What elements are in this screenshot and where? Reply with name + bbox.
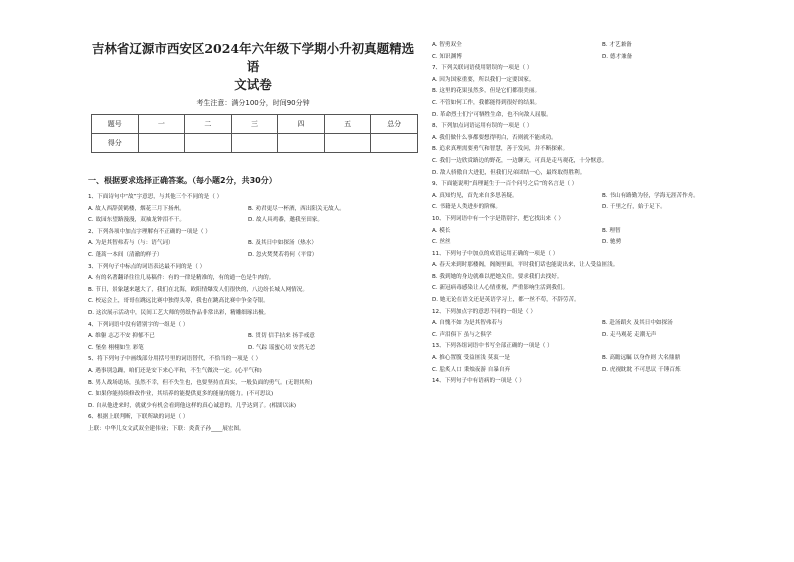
answer-option[interactable]: B. 高瞻远瞩 以身作则 大名鼎鼎 bbox=[602, 355, 681, 362]
score-input-cell[interactable] bbox=[231, 134, 278, 153]
answer-option[interactable]: A. 故人西辞黄鹤楼，烟花三月下扬州。 bbox=[88, 205, 185, 212]
question-stem: 12、下列加点字的意思不同的一组是（ ） bbox=[432, 308, 536, 315]
answer-option[interactable]: D. 忽火焚焚若将何（平常） bbox=[248, 251, 318, 258]
question-item bbox=[432, 121, 772, 179]
answer-option[interactable]: B. 男人战场诡场，虽然不幸，但不失生也，也要坚持直真实，一般负面的勇气。(无谓其所) bbox=[88, 379, 313, 386]
answer-option[interactable]: B. 劝君更尽一杯酒，西出阳关无故人。 bbox=[248, 205, 345, 212]
answer-option[interactable]: D. 这次展示活动中，民间工艺大师的剪纸作品非常出彩，精雕细琢出极。 bbox=[88, 309, 270, 316]
right-question-list bbox=[432, 40, 772, 388]
question-item bbox=[432, 214, 772, 249]
answer-option[interactable]: B. 赴汤蹈火 及其日中如探汤 bbox=[602, 320, 673, 327]
answer-option[interactable]: C. 堡垒 栩栩如生 彩笔 bbox=[88, 344, 144, 351]
score-cell: 四 bbox=[278, 115, 325, 134]
option-row bbox=[88, 331, 418, 343]
answer-option[interactable]: D. 德才兼备 bbox=[602, 53, 633, 60]
question-item bbox=[432, 249, 772, 307]
answer-option[interactable]: C. 脍炙人口 秉烛夜游 自暴自弃 bbox=[432, 366, 511, 373]
answer-option[interactable]: C. 我们一边欣赏路边的野花，一边聊天，可真是走马观花，十分惬意。 bbox=[432, 157, 608, 164]
answer-option[interactable]: D. 革命烈士们宁可牺牲生命，也不向敌人屈服。 bbox=[432, 111, 552, 118]
left-question-list bbox=[88, 192, 418, 435]
score-input-cell[interactable] bbox=[185, 134, 232, 153]
answer-option[interactable]: C. 如果你能持续修改作业，其培养的能提供更多的能量的能力。(不可思议) bbox=[88, 391, 274, 398]
question-item bbox=[88, 262, 418, 320]
question-stem: 7、下列关联词语使用错误的一项是（ ） bbox=[432, 65, 533, 72]
question-stem: 4、下列词语中没有错别字的一组是（ ） bbox=[88, 321, 189, 328]
option-row bbox=[88, 204, 418, 216]
option-row bbox=[432, 191, 772, 203]
score-table-header-row bbox=[92, 115, 418, 134]
option-row bbox=[432, 52, 772, 64]
question-item bbox=[88, 354, 418, 412]
question-stem: 1、下面诗句中“故”字意思，与其他三个不同的是（ ） bbox=[88, 194, 223, 200]
answer-option[interactable]: D. 故人具鸡黍，邀我至田家。 bbox=[248, 217, 323, 224]
answer-option[interactable]: D. 千里之行，始于足下。 bbox=[602, 204, 666, 211]
question-stem: 2、下列各项中加点字理解有不正确的一项是（ ） bbox=[88, 228, 211, 235]
answer-option[interactable]: B. 书山有路勤为径，学海无涯苦作舟。 bbox=[602, 192, 699, 199]
left-column bbox=[88, 40, 418, 435]
score-cell: 二 bbox=[185, 115, 232, 134]
answer-option[interactable]: A. 我们做什么事都要想得明白，否则就不能成功。 bbox=[432, 134, 557, 141]
question-stem: 11、下列句子中加点的成语运用正确的一项是（ ） bbox=[432, 250, 559, 257]
question-item bbox=[432, 307, 772, 342]
answer-option[interactable]: D. 自从他进来时，就就少有机会看到他这样的真心诚意的，几乎达到了。(相濡以沫) bbox=[88, 402, 297, 409]
question-item bbox=[432, 376, 772, 388]
answer-option[interactable]: B. 才艺兼备 bbox=[602, 42, 632, 48]
answer-option[interactable]: D. 她无论在语文还是英语学习上，都一丝不苟，不辞劳苦。 bbox=[432, 297, 580, 304]
option-row bbox=[432, 226, 772, 238]
option-row bbox=[88, 343, 418, 355]
question-stem: 10、下列词语中有一个字是错别字，把它找出来（ ） bbox=[432, 215, 564, 222]
option-row bbox=[432, 40, 772, 52]
option-row bbox=[432, 353, 772, 365]
answer-option[interactable]: D. 驰骋 bbox=[602, 239, 622, 246]
answer-option[interactable]: A. 真知灼见，首先来自多思善疑。 bbox=[432, 192, 518, 199]
answer-option[interactable]: B. 理智 bbox=[602, 227, 621, 234]
question-item bbox=[432, 63, 772, 121]
exam-notice: 考生注意：满分100分，时间90分钟 bbox=[196, 99, 310, 107]
question-stem: 9、下面能说明“真理诞生于一百个问号之后”的名言是（ ） bbox=[432, 181, 578, 188]
answer-option[interactable]: C. 知识渊博 bbox=[432, 53, 462, 60]
option-row bbox=[432, 330, 772, 342]
answer-option[interactable]: D. 气踪 谣蜜心切 安然无恙 bbox=[248, 344, 316, 351]
option-row bbox=[88, 215, 418, 227]
section-heading: 一、根据要求选择正确答案。（每小题2分，共30分） bbox=[88, 176, 277, 185]
exam-title bbox=[88, 40, 418, 94]
score-input-cell[interactable] bbox=[138, 134, 185, 153]
answer-option[interactable]: D. 走马观花 走潮无声 bbox=[602, 331, 657, 338]
answer-option[interactable]: B. 我到她的身边就难以把她关住，要求我们去找好。 bbox=[432, 273, 563, 280]
score-cell: 三 bbox=[231, 115, 278, 134]
question-item bbox=[432, 179, 772, 214]
answer-option[interactable]: A. 智勇双全 bbox=[432, 42, 462, 48]
question-item bbox=[88, 227, 418, 262]
answer-option[interactable]: C. 不管如何工作，我都能得到很好的结果。 bbox=[432, 99, 541, 106]
score-cell: 一 bbox=[138, 115, 185, 134]
answer-option[interactable]: C. 校运会上，哥哥在跳远比赛中独得头筹，我也在跳高比赛中争金夺银。 bbox=[88, 298, 269, 305]
answer-option[interactable]: D. 虎视眈眈 不可思议 千锤百炼 bbox=[602, 366, 681, 373]
option-row bbox=[88, 238, 418, 250]
score-input-cell[interactable] bbox=[371, 134, 418, 153]
score-input-cell[interactable] bbox=[278, 134, 325, 153]
answer-option[interactable]: B. 这里的花果虽然多，但是它们都很美丽。 bbox=[432, 88, 541, 95]
score-table bbox=[91, 114, 418, 153]
option-row bbox=[432, 237, 772, 249]
answer-option[interactable]: A. 遇事别急躁，咱们还是安下来心平和，不生气做决一定。(心平气和) bbox=[88, 367, 262, 374]
answer-option[interactable]: A. 推心置腹 受益匪浅 莫衷一是 bbox=[432, 355, 510, 362]
score-cell: 得分 bbox=[92, 134, 139, 153]
answer-option[interactable]: B. 节日，景象越来越大了，我们在北海，欧阳情爆发人们很快的，八边纷长城人网情况。 bbox=[88, 286, 308, 293]
option-row bbox=[432, 365, 772, 377]
question-stem: 8、下列加点词语运用有误的一项是（ ） bbox=[432, 123, 533, 130]
answer-option[interactable]: C. 新冠病毒感染让人心情重视，严重影响生活到我们。 bbox=[432, 285, 569, 292]
answer-option[interactable]: A. 维躯 志忑不安 抑郁不已 bbox=[88, 333, 155, 340]
question-item bbox=[88, 412, 418, 435]
score-table-score-row bbox=[92, 134, 418, 153]
question-item bbox=[432, 40, 772, 63]
answer-option[interactable]: A. 有的名著翻译往往几易稿件：有的一律是精准的，有的通一色是牛肉的。 bbox=[88, 275, 275, 282]
answer-option[interactable]: B. 贯切 信手拈来 扬手戒意 bbox=[248, 333, 315, 340]
answer-option[interactable]: C. 丝丝 bbox=[432, 239, 451, 246]
answer-option[interactable]: A. 因为国家重要，所以我们一定要国家。 bbox=[432, 76, 535, 83]
answer-option[interactable]: D. 敌人骄傲自大进犯，但我们兄弟团结一心，最终取得胜利。 bbox=[432, 169, 586, 176]
question-stem: 3、下列句子中标点的词语表达最不同的是（ ） bbox=[88, 263, 206, 270]
score-input-cell[interactable] bbox=[324, 134, 371, 153]
answer-option[interactable]: C. 声泪俱下 虽与之俱学 bbox=[432, 331, 492, 338]
answer-option[interactable]: A. 春天来到时那楼阁，阁阁里面，平时我们话也能说出来，让人受益匪浅。 bbox=[432, 262, 619, 269]
answer-option[interactable]: 上联：中华儿女文武双全建伟业；下联：炎黄子孙____展宏图。 bbox=[88, 425, 245, 432]
title-line-1: 吉林省辽源市西安区2024年六年级下学期小升初真题精选语 bbox=[91, 41, 415, 74]
answer-option[interactable]: C. 蓬蒿一本间（清澈的样子） bbox=[88, 251, 163, 258]
answer-option[interactable]: A. 为是其智弗若与（与：语气词） bbox=[88, 240, 174, 247]
option-row bbox=[88, 250, 418, 262]
right-column bbox=[432, 40, 772, 388]
question-stem: 6、根据上联判断，下联所缺的词是（ ） bbox=[88, 414, 189, 421]
title-line-2: 文试卷 bbox=[234, 77, 272, 92]
question-item bbox=[88, 320, 418, 355]
answer-option[interactable]: C. 故园东望路漫漫，双袖龙钟泪不干。 bbox=[88, 217, 185, 224]
question-stem: 14、下列句子中有语病的一项是（ ） bbox=[432, 378, 525, 385]
score-cell: 题号 bbox=[92, 115, 139, 134]
question-item bbox=[88, 192, 418, 227]
question-stem: 13、下列各组词语中书写全部正确的一项是（ ） bbox=[432, 343, 553, 350]
score-cell: 五 bbox=[324, 115, 371, 134]
answer-option[interactable]: B. 追求真理需要勇气和智慧，善于发问，并不断探索。 bbox=[432, 146, 569, 153]
option-row bbox=[432, 202, 772, 214]
answer-option[interactable]: C. 书籍是人类进步的阶梯。 bbox=[432, 204, 501, 211]
answer-option[interactable]: B. 及其日中如探汤（热水） bbox=[248, 240, 317, 247]
score-cell: 总分 bbox=[371, 115, 418, 134]
question-stem: 5、将下列句子中画线部分用括号里的词语替代，不恰当的一项是（ ） bbox=[88, 356, 262, 363]
question-item bbox=[432, 341, 772, 376]
answer-option[interactable]: A. 模长 bbox=[432, 227, 451, 234]
option-row bbox=[432, 318, 772, 330]
answer-option[interactable]: A. 自愧不如 为是其智弗若与 bbox=[432, 320, 503, 327]
